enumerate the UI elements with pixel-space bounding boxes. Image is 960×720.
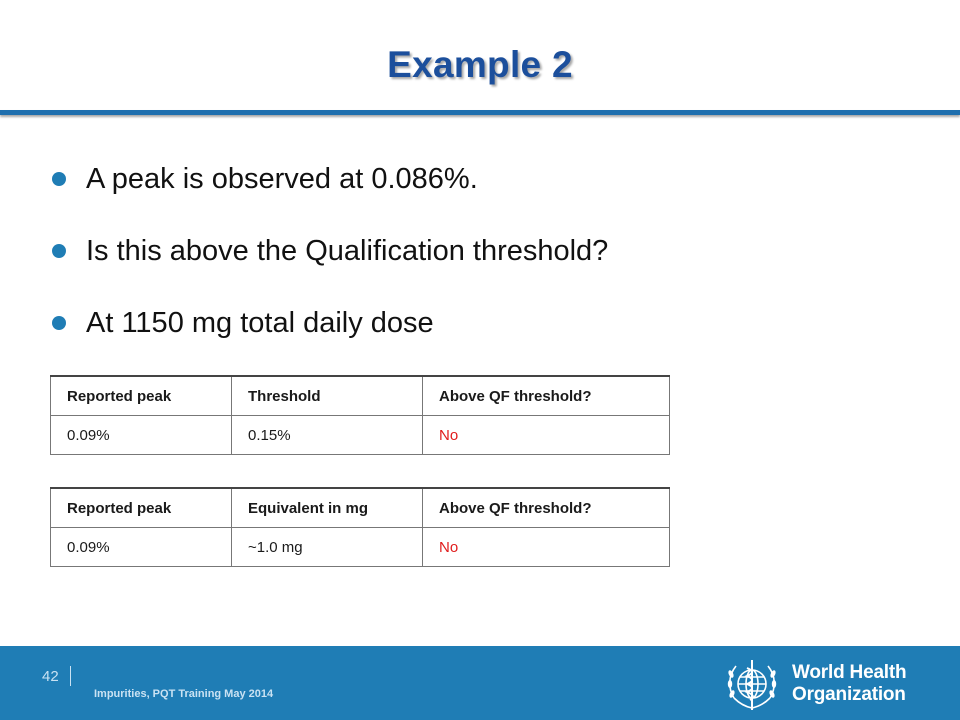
- footer-bar: [0, 646, 960, 720]
- who-logo: [722, 650, 952, 718]
- bullet-text: Is this above the Qualification threshold?: [86, 234, 609, 267]
- bullet-text: At 1150 mg total daily dose: [86, 306, 434, 339]
- bullet-list: [52, 160, 608, 376]
- column-header: Threshold: [232, 376, 423, 416]
- table-header-row: [51, 488, 670, 528]
- result-cell: No: [423, 528, 670, 567]
- table-cell: 0.09%: [51, 528, 232, 567]
- column-header: Reported peak: [51, 488, 232, 528]
- page-number-divider: [70, 666, 71, 686]
- slide-title: Example 2: [387, 44, 573, 85]
- column-header: Above QF threshold?: [423, 376, 670, 416]
- bullet-dot-icon: [52, 172, 66, 186]
- who-emblem-icon: [722, 654, 782, 714]
- result-cell: No: [423, 416, 670, 455]
- title-divider: [0, 110, 960, 115]
- column-header: Equivalent in mg: [232, 488, 423, 528]
- mg-equivalent-table: [50, 487, 670, 567]
- table-cell: 0.09%: [51, 416, 232, 455]
- table-cell: ~1.0 mg: [232, 528, 423, 567]
- table-cell: 0.15%: [232, 416, 423, 455]
- bullet-dot-icon: [52, 244, 66, 258]
- who-wordmark-line1: World Health: [792, 662, 907, 683]
- bullet-item: [52, 304, 608, 342]
- who-wordmark: [792, 662, 906, 706]
- page-number: 42: [42, 668, 59, 685]
- table-row: [51, 528, 670, 567]
- column-header: Above QF threshold?: [423, 488, 670, 528]
- who-wordmark-line2: Organization: [792, 684, 906, 705]
- bullet-item: [52, 160, 608, 198]
- table-row: [51, 416, 670, 455]
- column-header: Reported peak: [51, 376, 232, 416]
- bullet-dot-icon: [52, 316, 66, 330]
- footer-text: Impurities, PQT Training May 2014: [94, 688, 274, 700]
- bullet-item: [52, 232, 608, 270]
- table-header-row: [51, 376, 670, 416]
- threshold-table: [50, 375, 670, 455]
- bullet-text: A peak is observed at 0.086%.: [86, 162, 478, 195]
